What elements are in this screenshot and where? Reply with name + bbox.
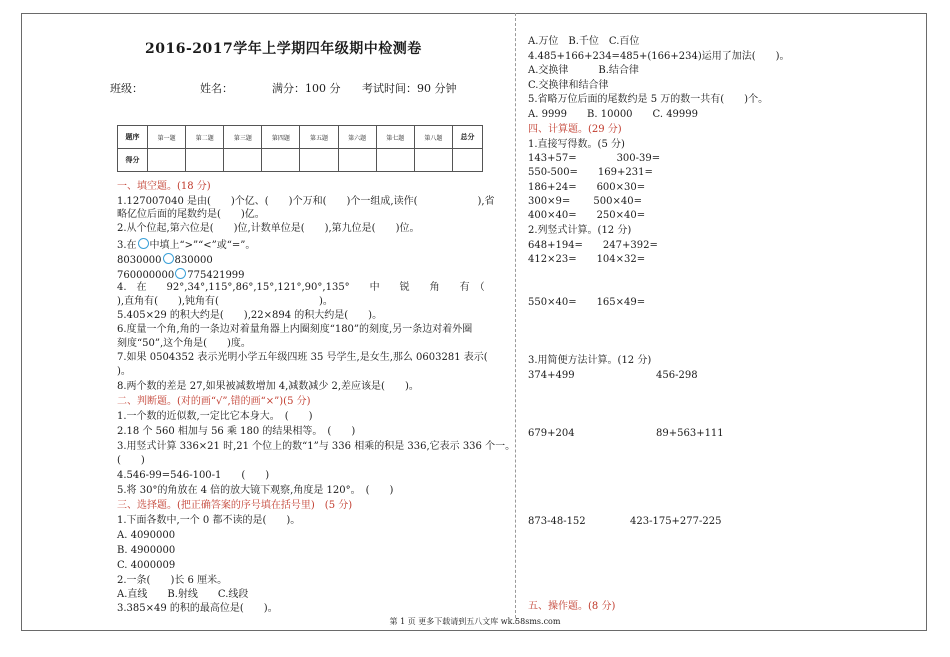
score-header-cell: 第五题	[300, 126, 338, 149]
math-row: 186+24= 600×30=	[528, 182, 646, 193]
option-text: B. 4900000	[117, 545, 176, 556]
score-cell[interactable]	[414, 149, 452, 172]
score-row-label: 得分	[118, 149, 148, 172]
option-text: A.万位 B.千位 C.百位	[528, 36, 640, 47]
math-expression: 374+499	[528, 370, 575, 381]
question-text: 1.下面各数中,一个 0 都不读的是( )。	[117, 515, 301, 526]
name-label: 姓名：	[200, 82, 233, 95]
score-header-cell: 第七题	[376, 126, 414, 149]
option-text: A.交换律 B.结合律	[528, 65, 639, 76]
score-cell[interactable]	[300, 149, 338, 172]
score-header-cell: 第二题	[186, 126, 224, 149]
score-cell[interactable]	[224, 149, 262, 172]
question-text: 4.546-99=546-100-1 ( )	[117, 470, 270, 481]
option-text: C.交换律和结合律	[528, 80, 609, 91]
question-text: ),直角有( ),钝角有( )。	[117, 296, 333, 307]
math-expression: 679+204	[528, 428, 575, 439]
question-text	[117, 238, 255, 252]
exam-title: 2016-2017学年上学期四年级期中检测卷	[145, 41, 422, 57]
question-text: 3.385×49 的积的最高位是( )。	[117, 603, 278, 614]
score-cell[interactable]	[338, 149, 376, 172]
question-text: 7.如果 0504352 表示光明小学五年级四班 35 号学生,是女生,那么 0603281 表示(	[117, 352, 488, 363]
question-text: 4.485+166+234=485+(166+234)运用了加法( )。	[528, 51, 790, 62]
option-text: A. 4090000	[117, 530, 176, 541]
column-divider	[515, 13, 516, 623]
page-footer: 第 1 页 更多下载请到五八文库 wk.58sms.com	[389, 617, 561, 626]
math-row: 648+194= 247+392=	[528, 240, 658, 251]
score-cell[interactable]	[148, 149, 186, 172]
math-expression: 456-298	[656, 370, 698, 381]
score-table-score-row	[118, 149, 483, 172]
section-choice-heading: 三、选择题。(把正确答案的序号填在括号里) (5 分)	[117, 500, 353, 511]
score-header-cell: 第一题	[148, 126, 186, 149]
question-text: 1.一个数的近似数,一定比它本身大。 ( )	[117, 411, 313, 422]
question-text: 2.一条( )长 6 厘米。	[117, 575, 228, 586]
exam-time-label: 考试时间：90 分钟	[362, 82, 457, 95]
question-text: 6.度量一个角,角的一条边对着量角器上内圈刻度“180”的刻度,另一条边对着外圈	[117, 324, 473, 335]
question-text: 5.省略万位后面的尾数约是 5 万的数一共有( )个。	[528, 94, 769, 105]
compare-right-value: 830000	[174, 255, 213, 266]
math-row: 550×40= 165×49=	[528, 297, 646, 308]
score-header-cell: 第三题	[224, 126, 262, 149]
question-text: 2.18 个 560 相加与 56 乘 180 的结果相等。 ( )	[117, 426, 356, 437]
math-row: 400×40= 250×40=	[528, 210, 646, 221]
score-cell[interactable]	[452, 149, 482, 172]
score-cell[interactable]	[262, 149, 300, 172]
option-text: A. 9999 B. 10000 C. 49999	[528, 109, 699, 120]
question-text: 5.将 30°的角放在 4 倍的放大镜下观察,角度是 120°。 ( )	[117, 485, 394, 496]
question-text: ( )	[117, 455, 145, 466]
math-expression: 873-48-152	[528, 516, 586, 527]
score-header-cell: 第八题	[414, 126, 452, 149]
math-row: 412×23= 104×32=	[528, 254, 646, 265]
score-cell[interactable]	[376, 149, 414, 172]
compare-right-value: 775421999	[187, 270, 245, 281]
compare-row	[117, 253, 213, 267]
math-row: 143+57= 300-39=	[528, 153, 661, 164]
score-table-header-row	[118, 126, 483, 149]
score-header-cell: 第四题	[262, 126, 300, 149]
question-text-part: 3.在	[117, 240, 137, 251]
circle-blank-icon[interactable]	[138, 238, 149, 249]
section-calculation-heading: 四、计算题。(29 分)	[528, 124, 622, 135]
score-header-cell: 第六题	[338, 126, 376, 149]
compare-left-value: 760000000	[117, 270, 175, 281]
math-row: 300×9= 500×40=	[528, 196, 642, 207]
question-text-part: 中填上“>”“<”或“=”。	[149, 240, 256, 251]
math-expression: 423-175+277-225	[630, 516, 722, 527]
question-text: 略亿位后面的尾数约是( )亿。	[117, 209, 265, 220]
question-text: 3.用简便方法计算。(12 分)	[528, 355, 652, 366]
section-fill-blank-heading: 一、填空题。(18 分)	[117, 181, 211, 192]
compare-left-value: 8030000	[117, 255, 162, 266]
question-text: 刻度“50”,这个角是( )度。	[117, 338, 251, 349]
full-score-label: 满分：100 分	[272, 82, 341, 95]
score-header-cell: 题序	[118, 126, 148, 149]
question-text: 5.405×29 的积大约是( ),22×894 的积大约是( )。	[117, 310, 383, 321]
section-operation-heading: 五、操作题。(8 分)	[528, 601, 616, 612]
option-text: A.直线 B.射线 C.线段	[117, 589, 249, 600]
question-text: 2.列竖式计算。(12 分)	[528, 225, 632, 236]
score-header-cell: 总分	[452, 126, 482, 149]
math-expression: 89+563+111	[656, 428, 724, 439]
option-text: C. 4000009	[117, 560, 176, 571]
section-true-false-heading: 二、判断题。(对的画“√”,错的画“×”)(5 分)	[117, 396, 311, 407]
score-cell[interactable]	[186, 149, 224, 172]
question-text: 1.127007040 是由( )个亿、( )个万和( )个一组成,读作( ),省	[117, 196, 495, 207]
question-text: 4. 在 92°,34°,115°,86°,15°,121°,90°,135° 中 锐 角 有 （	[117, 282, 485, 293]
circle-blank-icon[interactable]	[163, 253, 174, 264]
score-table	[117, 125, 483, 172]
question-text: )。	[117, 366, 131, 377]
class-label: 班级：	[110, 82, 143, 95]
question-text: 8.两个数的差是 27,如果被减数增加 4,减数减少 2,差应该是( )。	[117, 381, 419, 392]
question-text: 3.用竖式计算 336×21 时,21 个位上的数“1”与 336 相乘的积是 336,它表示 336 个一。	[117, 441, 516, 452]
circle-blank-icon[interactable]	[175, 268, 186, 279]
question-text: 2.从个位起,第六位是( )位,计数单位是( ),第九位是( )位。	[117, 223, 420, 234]
compare-row	[117, 268, 245, 282]
math-row: 550-500= 169+231=	[528, 167, 653, 178]
question-text: 1.直接写得数。(5 分)	[528, 139, 625, 150]
